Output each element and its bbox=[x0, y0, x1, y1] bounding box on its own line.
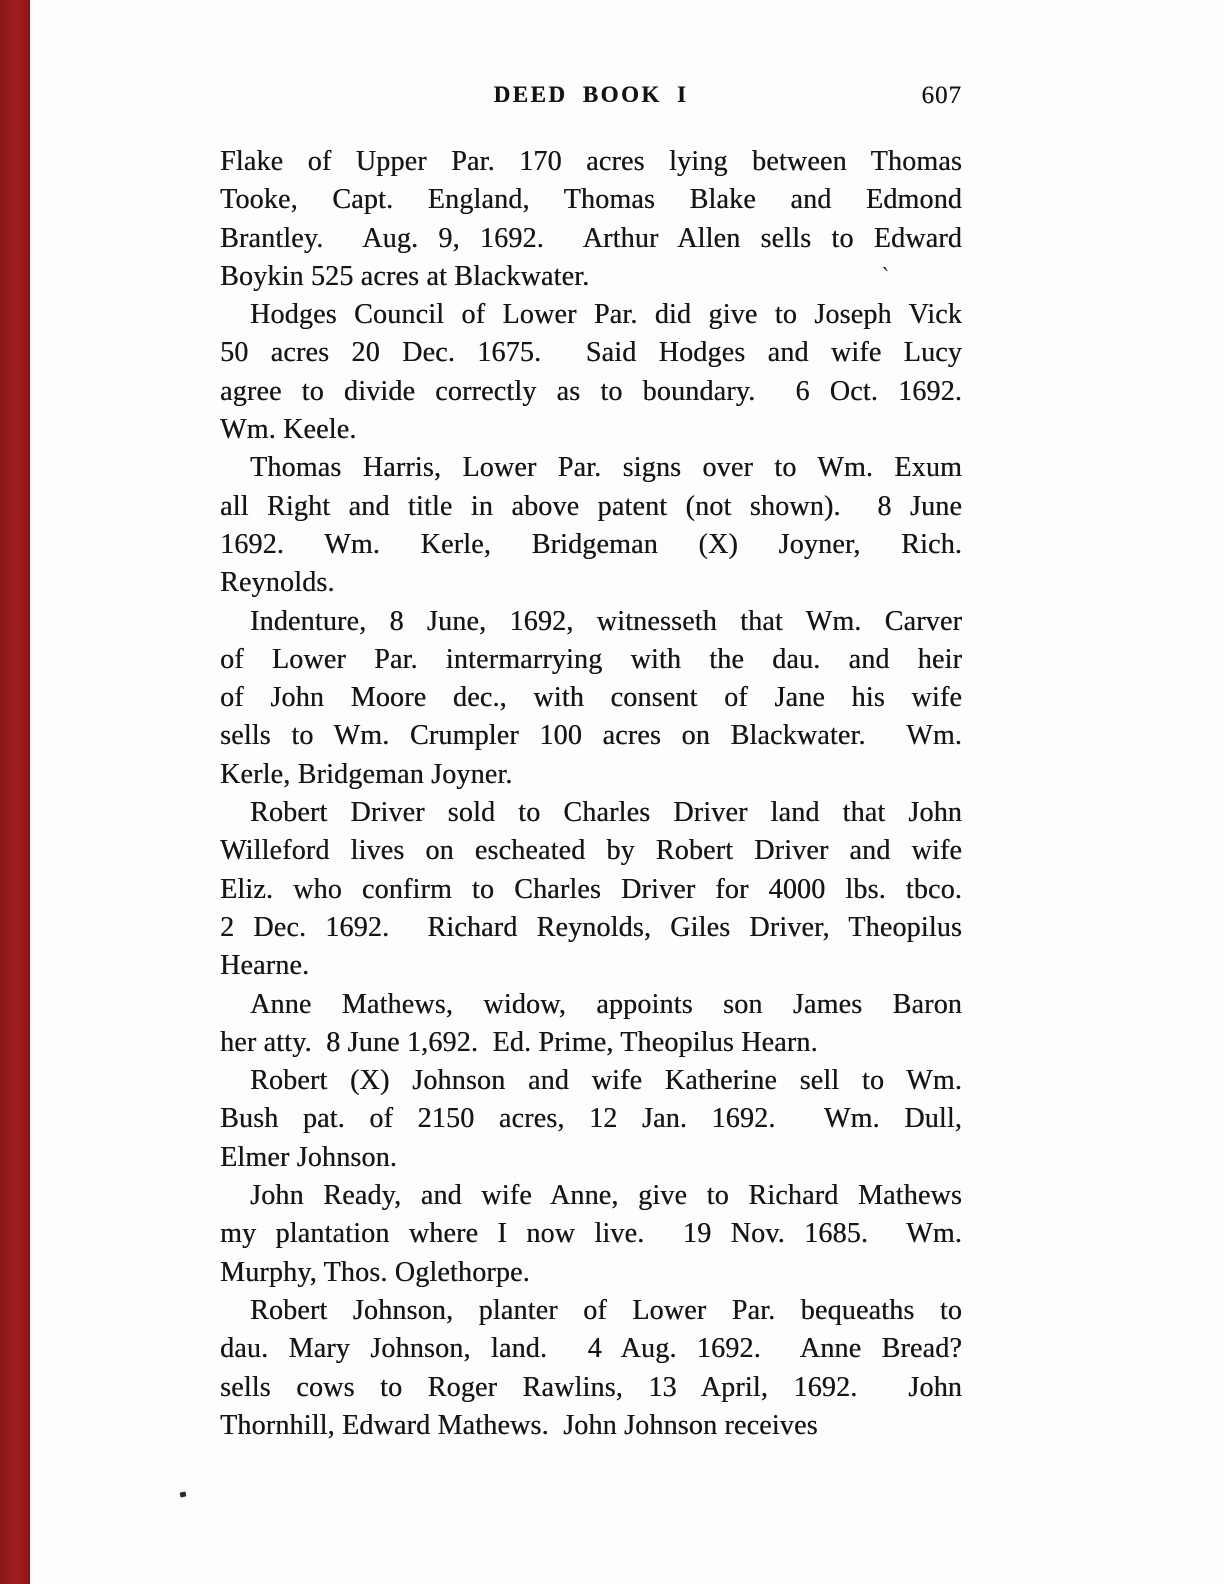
text-line: Hearne. bbox=[220, 950, 310, 982]
text-line: Willeford lives on escheated by Robert Driver and wife bbox=[220, 835, 962, 867]
text-line: of John Moore dec., with consent of Jane his wife bbox=[220, 682, 962, 714]
text-line: Thomas Harris, Lower Par. signs over to Wm. Exum bbox=[250, 452, 962, 484]
page-header-title: DEED BOOK I bbox=[493, 82, 689, 107]
text-line: Kerle, Bridgeman Joyner. bbox=[220, 758, 513, 790]
page-number: 607 bbox=[921, 82, 962, 109]
text-line: all Right and title in above patent (not shown). 8 June bbox=[220, 490, 962, 522]
text-line: sells cows to Roger Rawlins, 13 April, 1692. John bbox=[220, 1371, 962, 1403]
text-line: Elmer Johnson. bbox=[220, 1141, 398, 1173]
text-line: Brantley. Aug. 9, 1692. Arthur Allen sells to Edward bbox=[220, 222, 962, 254]
book-binding-strip bbox=[0, 0, 30, 1584]
text-line: sells to Wm. Crumpler 100 acres on Blackwater. Wm. bbox=[220, 720, 962, 752]
text-line: Bush pat. of 2150 acres, 12 Jan. 1692. Wm. Dull, bbox=[220, 1103, 962, 1135]
text-line: Wm. Keele. bbox=[220, 414, 357, 446]
text-line: Indenture, 8 June, 1692, witnesseth that Wm. Carver bbox=[250, 605, 962, 637]
text-line: Flake of Upper Par. 170 acres lying between Thomas bbox=[220, 146, 962, 177]
text-line: Robert (X) Johnson and wife Katherine sell to Wm. bbox=[250, 1065, 962, 1097]
text-line: 1692. Wm. Kerle, Bridgeman (X) Joyner, Rich. bbox=[220, 528, 962, 560]
stray-accent-mark: ` bbox=[878, 261, 891, 292]
text-line: her atty. 8 June 1,692. Ed. Prime, Theopilus Hearn. bbox=[220, 1026, 818, 1058]
text-line: 2 Dec. 1692. Richard Reynolds, Giles Driver, Theopilus bbox=[220, 911, 962, 943]
text-line: Robert Driver sold to Charles Driver land that John bbox=[250, 797, 962, 829]
text-line: my plantation where I now live. 19 Nov. 1685. Wm. bbox=[220, 1218, 962, 1250]
text-line: Tooke, Capt. England, Thomas Blake and Edmond bbox=[220, 184, 962, 216]
text-line: Hodges Council of Lower Par. did give to Joseph Vick bbox=[250, 299, 962, 331]
text-line: Boykin 525 acres at Blackwater. bbox=[220, 260, 590, 292]
ink-speck bbox=[180, 1491, 187, 1497]
text-line: Anne Mathews, widow, appoints son James Baron bbox=[250, 988, 962, 1020]
text-line: of Lower Par. intermarrying with the dau. and heir bbox=[220, 643, 962, 675]
text-line: dau. Mary Johnson, land. 4 Aug. 1692. Anne Bread? bbox=[220, 1333, 962, 1365]
text-line: agree to divide correctly as to boundary. 6 Oct. 1692. bbox=[220, 375, 962, 407]
text-line: Eliz. who confirm to Charles Driver for 4000 lbs. tbco. bbox=[220, 873, 962, 905]
text-line: Robert Johnson, planter of Lower Par. bequeaths to bbox=[250, 1294, 962, 1326]
text-block bbox=[220, 143, 962, 1445]
text-line: 50 acres 20 Dec. 1675. Said Hodges and wife Lucy bbox=[220, 337, 962, 369]
text-line: John Ready, and wife Anne, give to Richard Mathews bbox=[250, 1180, 962, 1212]
text-line: Reynolds. bbox=[220, 567, 335, 599]
text-line: Murphy, Thos. Oglethorpe. bbox=[220, 1256, 530, 1288]
text-line: Thornhill, Edward Mathews. John Johnson receives bbox=[220, 1409, 818, 1441]
